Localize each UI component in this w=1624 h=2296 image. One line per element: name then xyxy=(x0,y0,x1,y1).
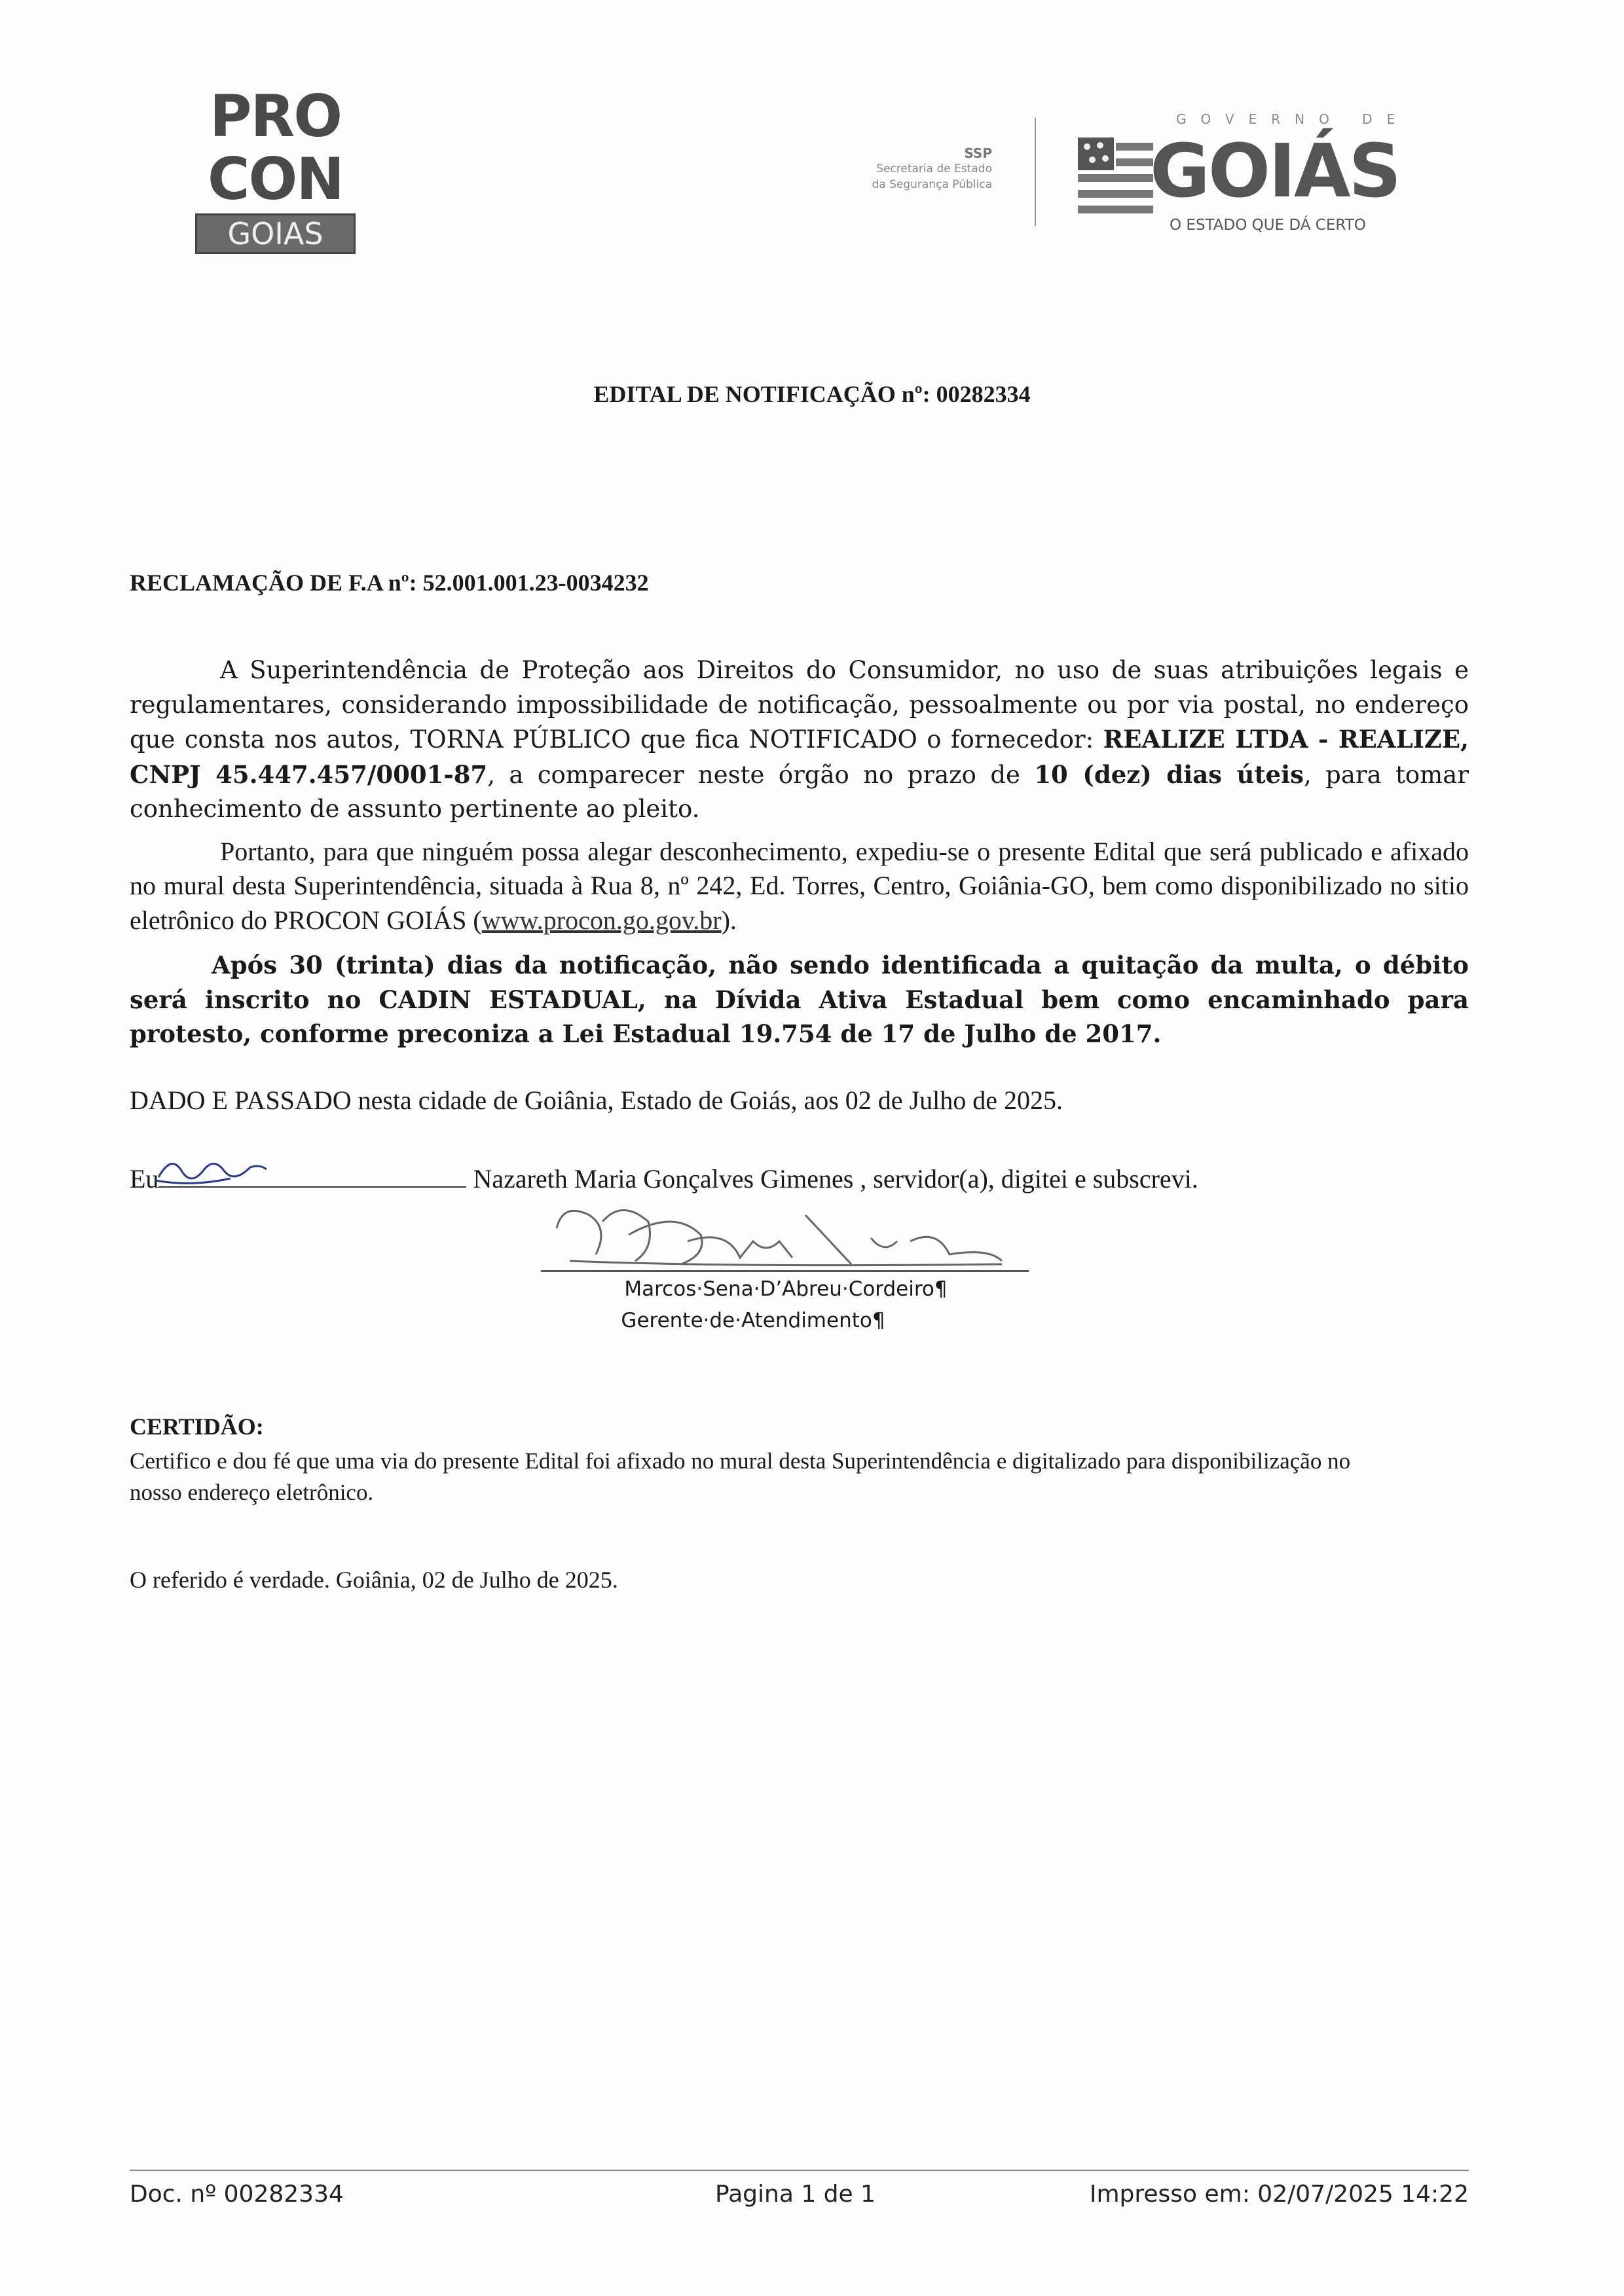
signature-block xyxy=(130,1202,1469,1366)
deadline: 10 (dez) dias úteis xyxy=(1034,759,1304,789)
ssp-line: da Segurança Pública xyxy=(872,178,992,191)
reclamacao-number: RECLAMAÇÃO DE F.A nº: 52.001.001.23-0034232 xyxy=(130,570,649,596)
referido-statement: O referido é verdade. Goiânia, 02 de Julho de 2025. xyxy=(130,1566,618,1593)
document-body xyxy=(130,568,1469,1595)
signatory-name: Marcos·Sena·D’Abreu·Cordeiro¶ xyxy=(624,1277,948,1301)
governo-goias-logo xyxy=(1078,111,1445,236)
text: , a comparecer neste órgão no prazo de xyxy=(487,760,1035,789)
ssp-abbr: SSP xyxy=(964,145,992,161)
logo-divider xyxy=(1035,118,1036,226)
footer-page-number: Pagina 1 de 1 xyxy=(715,2181,876,2208)
logo-text: CON xyxy=(207,145,344,213)
warning-paragraph: Após 30 (trinta) dias da notificação, não sendo identificada a quitação da multa, o débito será inscrito no CADIN ESTADUAL, na Dívida Ativa Estadual bem como encaminhado para protesto, conforme preconiza a Lei Estadual 19.754 de 17 de Julho de 2017. xyxy=(130,951,1469,1048)
dado-passado: DADO E PASSADO nesta cidade de Goiânia, Estado de Goiás, aos 02 de Julho de 2025. xyxy=(130,1085,1063,1115)
publication-paragraph xyxy=(130,835,1469,938)
text: , para tomar conhecimento de assunto pertinente ao pleito. xyxy=(130,760,1469,823)
footer-divider xyxy=(130,2170,1469,2171)
text: ). xyxy=(721,905,737,935)
text: Portanto, para que ninguém possa alegar desconhecimento, expediu-se o presente Edital que será publicado e afixado no mural desta Superintendência, situada à Rua 8, nº 242, Ed. Torres, Centro, Goiânia-GO, bem como disponibilizado no sitio eletrônico do PROCON GOIÁS ( xyxy=(130,836,1469,935)
logo-text: GOIÁS xyxy=(1150,129,1400,214)
manager-signature xyxy=(544,1202,1041,1271)
ssp-line: Secretaria de Estado xyxy=(876,162,992,175)
signature-line xyxy=(541,1270,1029,1272)
logo-text: PRO xyxy=(209,82,342,150)
notification-paragraph xyxy=(130,653,1469,827)
certidao-heading: CERTIDÃO: xyxy=(130,1413,264,1440)
logo-text: GOIAS xyxy=(195,213,356,254)
text: Nazareth Maria Gonçalves Gimenes , servidor(a), digitei e subscrevi. xyxy=(466,1163,1198,1194)
certidao-text: Certifico e dou fé que uma via do presente Edital foi afixado no mural desta Superintendência e digitalizado para disponibilização no nosso endereço eletrônico. xyxy=(130,1448,1351,1505)
clerk-line xyxy=(130,1163,1469,1195)
text: Eu xyxy=(130,1163,159,1194)
footer-printed-date: Impresso em: 02/07/2025 14:22 xyxy=(1089,2181,1469,2208)
clerk-signature xyxy=(158,1163,466,1188)
procon-goias-logo xyxy=(195,82,356,254)
document-title: EDITAL DE NOTIFICAÇÃO nº: 00282334 xyxy=(593,381,1031,407)
procon-website-link[interactable]: www.procon.go.gov.br xyxy=(481,905,722,935)
logo-text: GOVERNO DE xyxy=(1176,111,1410,127)
signatory-role: Gerente·de·Atendimento¶ xyxy=(621,1308,885,1332)
footer-doc-number: Doc. nº 00282334 xyxy=(130,2181,344,2208)
ssp-logo xyxy=(838,145,992,192)
supplier-name: REALIZE LTDA - REALIZE, CNPJ 45.447.457/0001-87 xyxy=(130,725,1469,789)
logo-text: O ESTADO QUE DÁ CERTO xyxy=(1170,217,1366,234)
flag-icon xyxy=(1078,131,1156,229)
text: A Superintendência de Proteção aos Direitos do Consumidor, no uso de suas atribuições legais e regulamentares, considerando impossibilidade de notificação, pessoalmente ou por via postal, no endereço que consta nos autos, TORNA PÚBLICO que fica NOTIFICADO o fornecedor: xyxy=(130,656,1469,754)
